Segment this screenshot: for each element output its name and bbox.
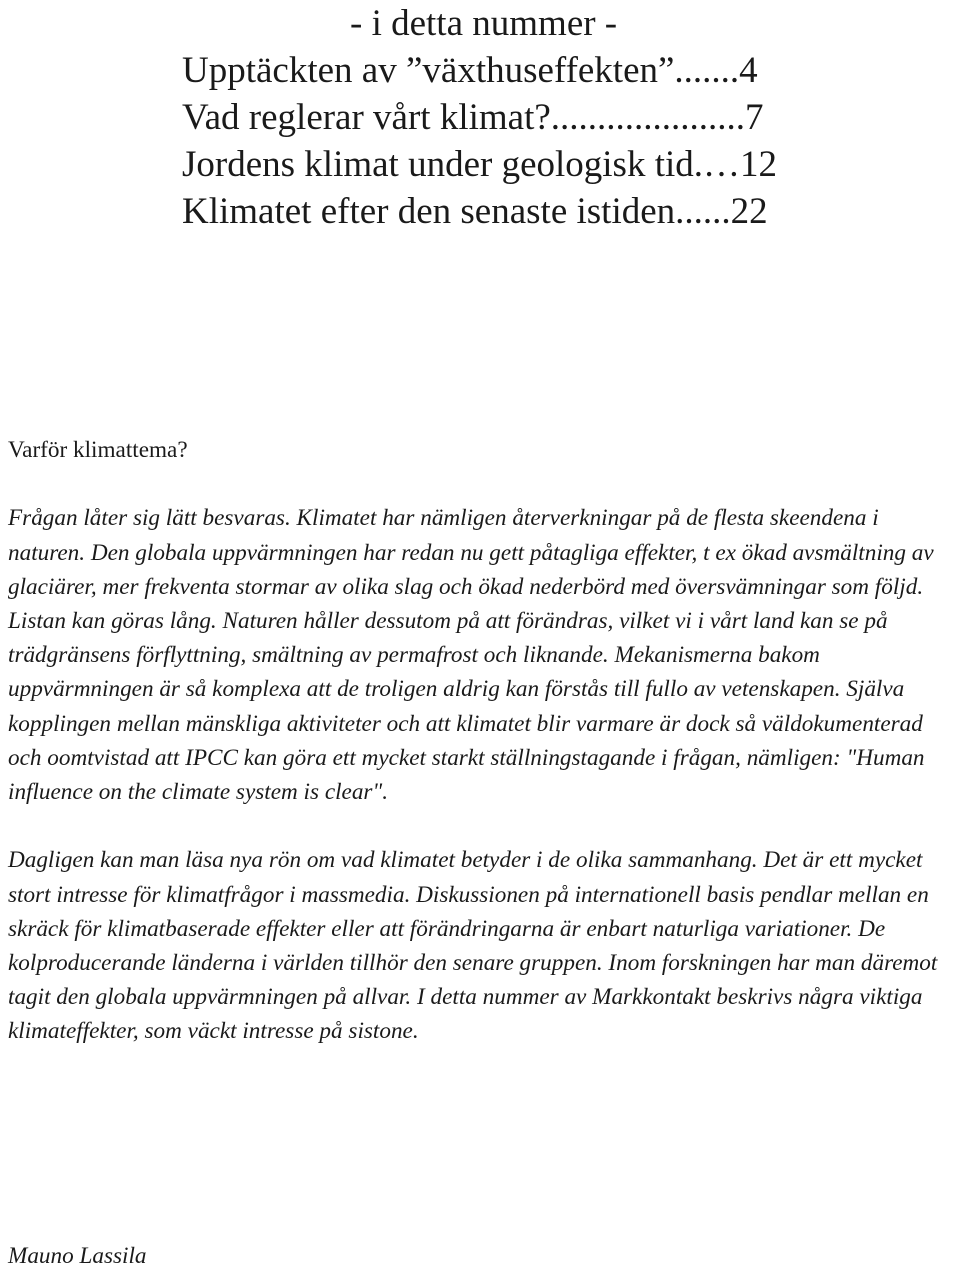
toc-entry: Klimatet efter den senaste istiden......22: [182, 191, 768, 232]
table-of-contents: [182, 0, 942, 235]
toc-heading: - i detta nummer -: [350, 3, 618, 44]
toc-entry: Jordens klimat under geologisk tid.…12: [182, 144, 778, 185]
article-question: Varför klimattema?: [8, 437, 188, 463]
toc-entry: Vad reglerar vårt klimat?.....................7: [182, 97, 764, 138]
toc-entry: Upptäckten av ”växthuseffekten”.......4: [182, 50, 758, 91]
article-body: [8, 433, 953, 1049]
author-signature: Mauno Lassila: [8, 1243, 147, 1269]
article-paragraph-1: Frågan låter sig lätt besvaras. Klimatet har nämligen återverkningar på de flesta skeendena i naturen. Den globala uppvärmningen har redan nu gett påtagliga effekter, t ex ökad avsmältning av glaciärer, mer frekventa stormar av olika slag och ökad nederbörd med översvämningar som följd. Listan kan göras lång. Naturen håller dessutom på att förändras, vilket vi i vårt land kan se på trädgränsens förflyttning, smältning av permafrost och liknande. Mekanismerna bakom uppvärmningen är så komplexa att de troligen aldrig kan förstås till fullo av vetenskapen. Själva kopplingen mellan mänskliga aktiviteter och att klimatet blir varmare är dock så väldokumenterad och oomtvistad att IPCC kan göra ett mycket starkt ställningstagande i frågan, nämligen: "Human influence on the climate system is clear".: [8, 505, 934, 806]
article-paragraph-2: Dagligen kan man läsa nya rön om vad klimatet betyder i de olika sammanhang. Det är ett mycket stort intresse för klimatfrågor i massmedia. Diskussionen på internationell basis pendlar mellan en skräck för klimatbaserade effekter eller att förändringarna är enbart naturliga variationer. De kolproducerande länderna i världen tillhör den senare gruppen. Inom forskningen har man däremot tagit den globala uppvärmningen på allvar. I detta nummer av Markkontakt beskrivs några viktiga klimateffekter, som väckt intresse på sistone.: [8, 847, 938, 1045]
